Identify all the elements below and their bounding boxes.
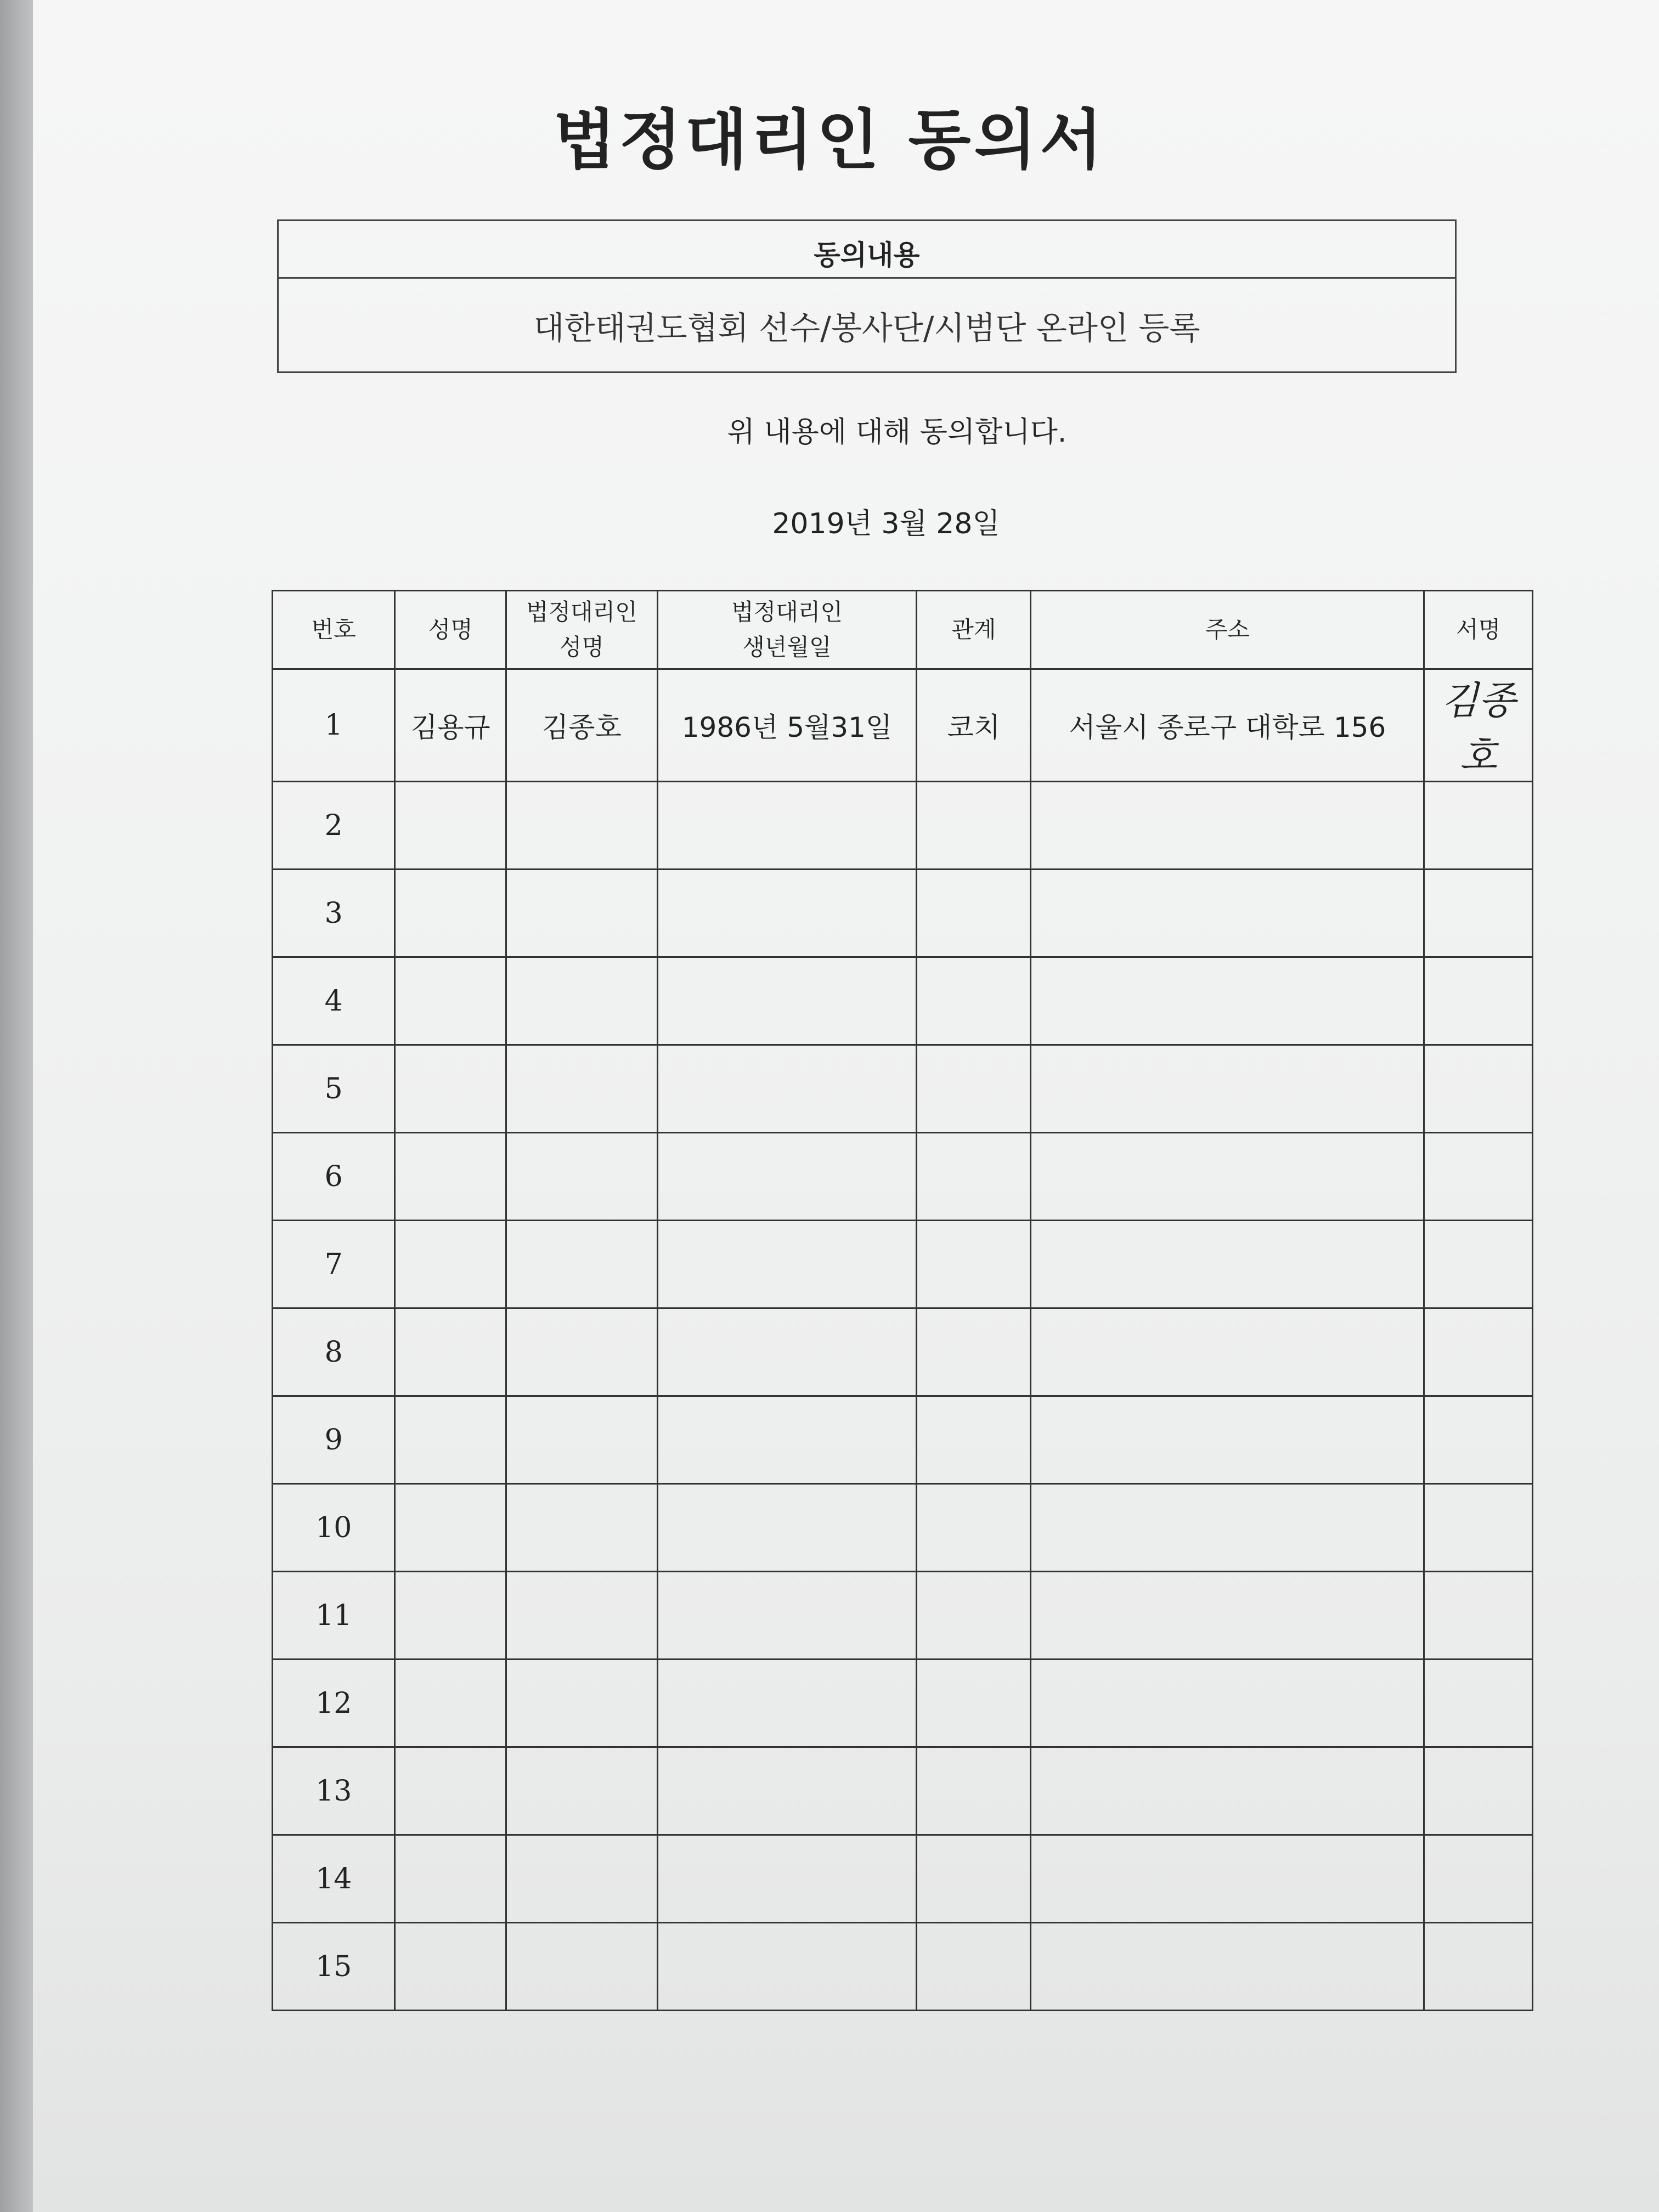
table-row: [273, 1045, 1533, 1133]
header-guardian-birth: 법정대리인 생년월일: [657, 591, 917, 669]
cell-number: 15: [273, 1923, 395, 2011]
table-row: [273, 1572, 1533, 1660]
cell-number: 6: [273, 1133, 395, 1221]
cell-relation: [917, 782, 1031, 870]
cell-address: 서울시 종로구 대학로 156: [1031, 669, 1424, 782]
cell-guardian-name: [506, 1572, 657, 1660]
cell-name: [395, 1484, 506, 1572]
cell-name: [395, 1133, 506, 1221]
cell-number: 7: [273, 1221, 395, 1308]
cell-number: 14: [273, 1835, 395, 1923]
cell-guardian-birth: [657, 1045, 917, 1133]
table-body: [273, 669, 1533, 2011]
cell-relation: [917, 1045, 1031, 1133]
header-guardian-name: 법정대리인 성명: [506, 591, 657, 669]
cell-name: [395, 957, 506, 1045]
cell-number: 9: [273, 1396, 395, 1484]
cell-name: [395, 1045, 506, 1133]
cell-guardian-name: 김종호: [506, 669, 657, 782]
header-address: 주소: [1031, 591, 1424, 669]
cell-name: [395, 1660, 506, 1747]
cell-name: [395, 1747, 506, 1835]
cell-guardian-name: [506, 1221, 657, 1308]
table-row: [273, 1484, 1533, 1572]
cell-guardian-name: [506, 870, 657, 957]
cell-address: [1031, 1484, 1424, 1572]
cell-guardian-birth: [657, 957, 917, 1045]
cell-number: 10: [273, 1484, 395, 1572]
cell-guardian-birth: [657, 870, 917, 957]
cell-signature: [1424, 1221, 1533, 1308]
cell-address: [1031, 782, 1424, 870]
cell-name: 김용규: [395, 669, 506, 782]
header-number: 번호: [273, 591, 395, 669]
cell-guardian-birth: [657, 1308, 917, 1396]
table-row: [273, 870, 1533, 957]
cell-number: 13: [273, 1747, 395, 1835]
cell-number: 11: [273, 1572, 395, 1660]
cell-signature: [1424, 1396, 1533, 1484]
cell-guardian-name: [506, 1923, 657, 2011]
cell-name: [395, 1923, 506, 2011]
consent-box: [277, 219, 1457, 373]
cell-address: [1031, 957, 1424, 1045]
cell-guardian-birth: [657, 1747, 917, 1835]
cell-relation: [917, 1572, 1031, 1660]
cell-guardian-birth: [657, 782, 917, 870]
table-row: [273, 1660, 1533, 1747]
cell-guardian-birth: 1986년 5월31일: [657, 669, 917, 782]
cell-name: [395, 1572, 506, 1660]
cell-relation: [917, 1660, 1031, 1747]
table-row: [273, 1747, 1533, 1835]
table-row: [273, 1835, 1533, 1923]
table-row: [273, 1221, 1533, 1308]
cell-guardian-name: [506, 1396, 657, 1484]
cell-guardian-name: [506, 1660, 657, 1747]
cell-number: 3: [273, 870, 395, 957]
consent-header: 동의내용: [279, 221, 1455, 279]
cell-guardian-birth: [657, 1396, 917, 1484]
cell-address: [1031, 1835, 1424, 1923]
cell-guardian-name: [506, 1747, 657, 1835]
cell-signature: [1424, 1923, 1533, 2011]
cell-signature: 김종호: [1424, 669, 1533, 782]
table-row: [273, 1308, 1533, 1396]
cell-signature: [1424, 782, 1533, 870]
cell-address: [1031, 1923, 1424, 2011]
header-name: 성명: [395, 591, 506, 669]
cell-guardian-birth: [657, 1221, 917, 1308]
agreement-statement: 위 내용에 대해 동의합니다.: [727, 416, 1067, 449]
cell-signature: [1424, 1660, 1533, 1747]
cell-guardian-name: [506, 957, 657, 1045]
cell-number: 4: [273, 957, 395, 1045]
table-row: [273, 1923, 1533, 2011]
table-row: [273, 1396, 1533, 1484]
cell-address: [1031, 1660, 1424, 1747]
table-row: [273, 957, 1533, 1045]
cell-address: [1031, 1308, 1424, 1396]
cell-guardian-birth: [657, 1660, 917, 1747]
cell-signature: [1424, 1572, 1533, 1660]
cell-signature: [1424, 870, 1533, 957]
table-header-row: [273, 591, 1533, 669]
cell-relation: [917, 1308, 1031, 1396]
cell-address: [1031, 1045, 1424, 1133]
cell-number: 12: [273, 1660, 395, 1747]
cell-name: [395, 1396, 506, 1484]
cell-guardian-birth: [657, 1923, 917, 2011]
cell-relation: [917, 957, 1031, 1045]
cell-address: [1031, 1133, 1424, 1221]
cell-guardian-birth: [657, 1484, 917, 1572]
cell-relation: [917, 1484, 1031, 1572]
table-row: [273, 1133, 1533, 1221]
cell-name: [395, 1221, 506, 1308]
cell-signature: [1424, 1045, 1533, 1133]
cell-guardian-name: [506, 1133, 657, 1221]
cell-guardian-name: [506, 1045, 657, 1133]
cell-relation: 코치: [917, 669, 1031, 782]
cell-number: 2: [273, 782, 395, 870]
cell-number: 1: [273, 669, 395, 782]
table-row: [273, 782, 1533, 870]
header-relation: 관계: [917, 591, 1031, 669]
cell-address: [1031, 870, 1424, 957]
cell-address: [1031, 1396, 1424, 1484]
cell-name: [395, 1835, 506, 1923]
cell-address: [1031, 1747, 1424, 1835]
cell-signature: [1424, 1133, 1533, 1221]
document-title: 법정대리인 동의서: [553, 102, 1106, 178]
cell-signature: [1424, 957, 1533, 1045]
cell-relation: [917, 870, 1031, 957]
cell-guardian-name: [506, 782, 657, 870]
table-row: [273, 669, 1533, 782]
header-signature: 서명: [1424, 591, 1533, 669]
guardian-table: [272, 590, 1533, 2011]
cell-address: [1031, 1221, 1424, 1308]
cell-relation: [917, 1221, 1031, 1308]
cell-address: [1031, 1572, 1424, 1660]
cell-guardian-birth: [657, 1835, 917, 1923]
cell-name: [395, 1308, 506, 1396]
cell-number: 5: [273, 1045, 395, 1133]
cell-guardian-name: [506, 1484, 657, 1572]
desk-background: [0, 0, 38, 2212]
cell-guardian-birth: [657, 1133, 917, 1221]
cell-guardian-name: [506, 1308, 657, 1396]
cell-signature: [1424, 1747, 1533, 1835]
cell-relation: [917, 1923, 1031, 2011]
cell-name: [395, 870, 506, 957]
cell-guardian-birth: [657, 1572, 917, 1660]
cell-signature: [1424, 1308, 1533, 1396]
document-date: 2019년 3월 28일: [772, 507, 1000, 540]
cell-relation: [917, 1747, 1031, 1835]
cell-guardian-name: [506, 1835, 657, 1923]
cell-number: 8: [273, 1308, 395, 1396]
consent-text: 대한태권도협회 선수/봉사단/시범단 온라인 등록: [533, 309, 1200, 347]
cell-relation: [917, 1133, 1031, 1221]
cell-name: [395, 782, 506, 870]
cell-relation: [917, 1396, 1031, 1484]
cell-relation: [917, 1835, 1031, 1923]
cell-signature: [1424, 1835, 1533, 1923]
cell-signature: [1424, 1484, 1533, 1572]
